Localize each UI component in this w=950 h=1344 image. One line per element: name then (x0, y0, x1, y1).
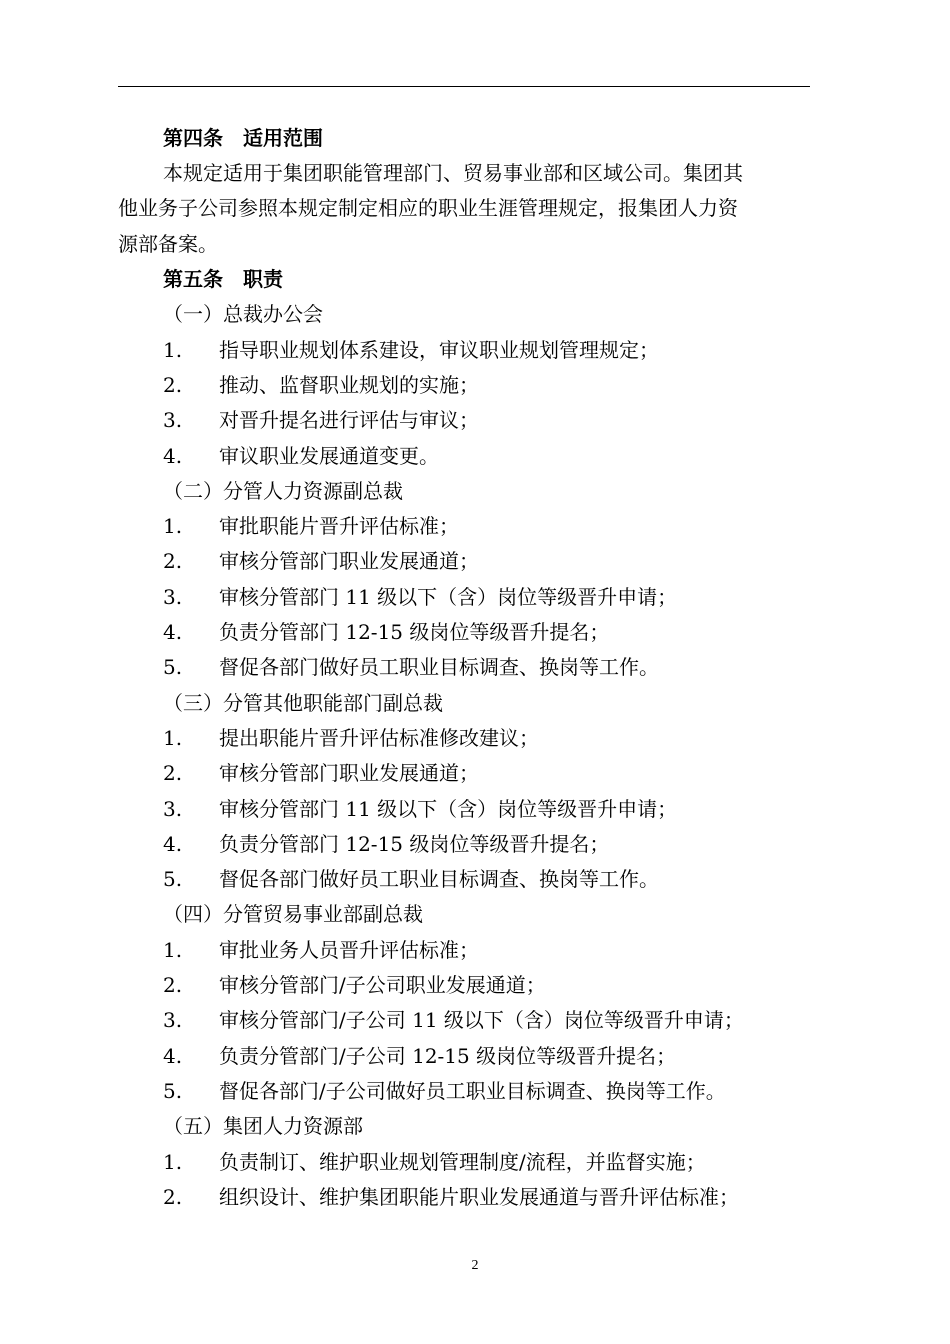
item-number: 1. (163, 726, 183, 750)
item-text: 审批职能片晋升评估标准； (219, 514, 459, 538)
item-text: 审核分管部门 11 级以下（含）岗位等级晋升申请； (219, 585, 678, 609)
list-item (163, 1148, 706, 1176)
item-number: 3. (163, 408, 183, 432)
item-number: 4. (163, 444, 183, 468)
section-2-heading: （二）分管人力资源副总裁 (163, 479, 403, 503)
item-text: 审批业务人员晋升评估标准； (219, 938, 479, 962)
section-3-heading: （三）分管其他职能部门副总裁 (163, 691, 443, 715)
item-text: 对晋升提名进行评估与审议； (219, 408, 479, 432)
list-item (163, 865, 659, 893)
item-number: 4. (163, 1044, 183, 1068)
article4-para-line-2: 他业务子公司参照本规定制定相应的职业生涯管理规定，报集团人力资 (118, 196, 738, 220)
item-number: 5. (163, 655, 183, 679)
item-text: 负责分管部门/子公司 12-15 级岗位等级晋升提名； (219, 1044, 677, 1068)
list-item (163, 759, 479, 787)
item-number: 4. (163, 832, 183, 856)
item-text: 指导职业规划体系建设，审议职业规划管理规定； (219, 338, 659, 362)
list-item (163, 618, 609, 646)
item-text: 负责分管部门 12-15 级岗位等级晋升提名； (219, 832, 610, 856)
list-item (163, 936, 479, 964)
item-text: 督促各部门做好员工职业目标调查、换岗等工作。 (219, 867, 659, 891)
item-text: 督促各部门做好员工职业目标调查、换岗等工作。 (219, 655, 659, 679)
header-rule (118, 86, 810, 87)
item-text: 负责制订、维护职业规划管理制度/流程，并监督实施； (219, 1150, 706, 1174)
item-number: 2. (163, 973, 183, 997)
item-text: 审议职业发展通道变更。 (219, 444, 439, 468)
item-number: 5. (163, 867, 183, 891)
item-text: 提出职能片晋升评估标准修改建议； (219, 726, 539, 750)
list-item (163, 547, 479, 575)
item-number: 2. (163, 373, 183, 397)
item-text: 审核分管部门职业发展通道； (219, 549, 479, 573)
list-item (163, 1006, 744, 1034)
list-item (163, 653, 659, 681)
list-item (163, 442, 439, 470)
section-4-heading: （四）分管贸易事业部副总裁 (163, 902, 423, 926)
item-text: 审核分管部门/子公司 11 级以下（含）岗位等级晋升申请； (219, 1008, 744, 1032)
article4-title: 第四条 适用范围 (163, 126, 323, 150)
article5-title: 第五条 职责 (163, 267, 283, 291)
list-item (163, 724, 539, 752)
item-number: 2. (163, 549, 183, 573)
item-text: 负责分管部门 12-15 级岗位等级晋升提名； (219, 620, 610, 644)
list-item (163, 971, 546, 999)
item-text: 组织设计、维护集团职能片职业发展通道与晋升评估标准； (219, 1185, 739, 1209)
item-number: 3. (163, 797, 183, 821)
item-text: 审核分管部门 11 级以下（含）岗位等级晋升申请； (219, 797, 678, 821)
list-item (163, 583, 677, 611)
article4-para-line-1: 本规定适用于集团职能管理部门、贸易事业部和区域公司。集团其 (163, 161, 743, 185)
list-item (163, 1042, 676, 1070)
list-item (163, 795, 677, 823)
list-item (163, 336, 659, 364)
item-number: 2. (163, 1185, 183, 1209)
list-item (163, 830, 609, 858)
list-item (163, 512, 459, 540)
item-number: 5. (163, 1079, 183, 1103)
item-text: 推动、监督职业规划的实施； (219, 373, 479, 397)
item-number: 3. (163, 585, 183, 609)
list-item (163, 1183, 739, 1211)
item-number: 3. (163, 1008, 183, 1032)
item-text: 审核分管部门职业发展通道； (219, 761, 479, 785)
page-number: 2 (471, 1258, 479, 1273)
list-item (163, 1077, 726, 1105)
item-number: 1. (163, 338, 183, 362)
item-number: 1. (163, 1150, 183, 1174)
list-item (163, 406, 479, 434)
item-number: 4. (163, 620, 183, 644)
item-number: 1. (163, 938, 183, 962)
section-1-heading: （一）总裁办公会 (163, 302, 323, 326)
item-text: 审核分管部门/子公司职业发展通道； (219, 973, 546, 997)
item-number: 2. (163, 761, 183, 785)
item-text: 督促各部门/子公司做好员工职业目标调查、换岗等工作。 (219, 1079, 726, 1103)
section-5-heading: （五）集团人力资源部 (163, 1114, 363, 1138)
list-item (163, 371, 479, 399)
article4-para-line-3: 源部备案。 (118, 232, 218, 256)
item-number: 1. (163, 514, 183, 538)
